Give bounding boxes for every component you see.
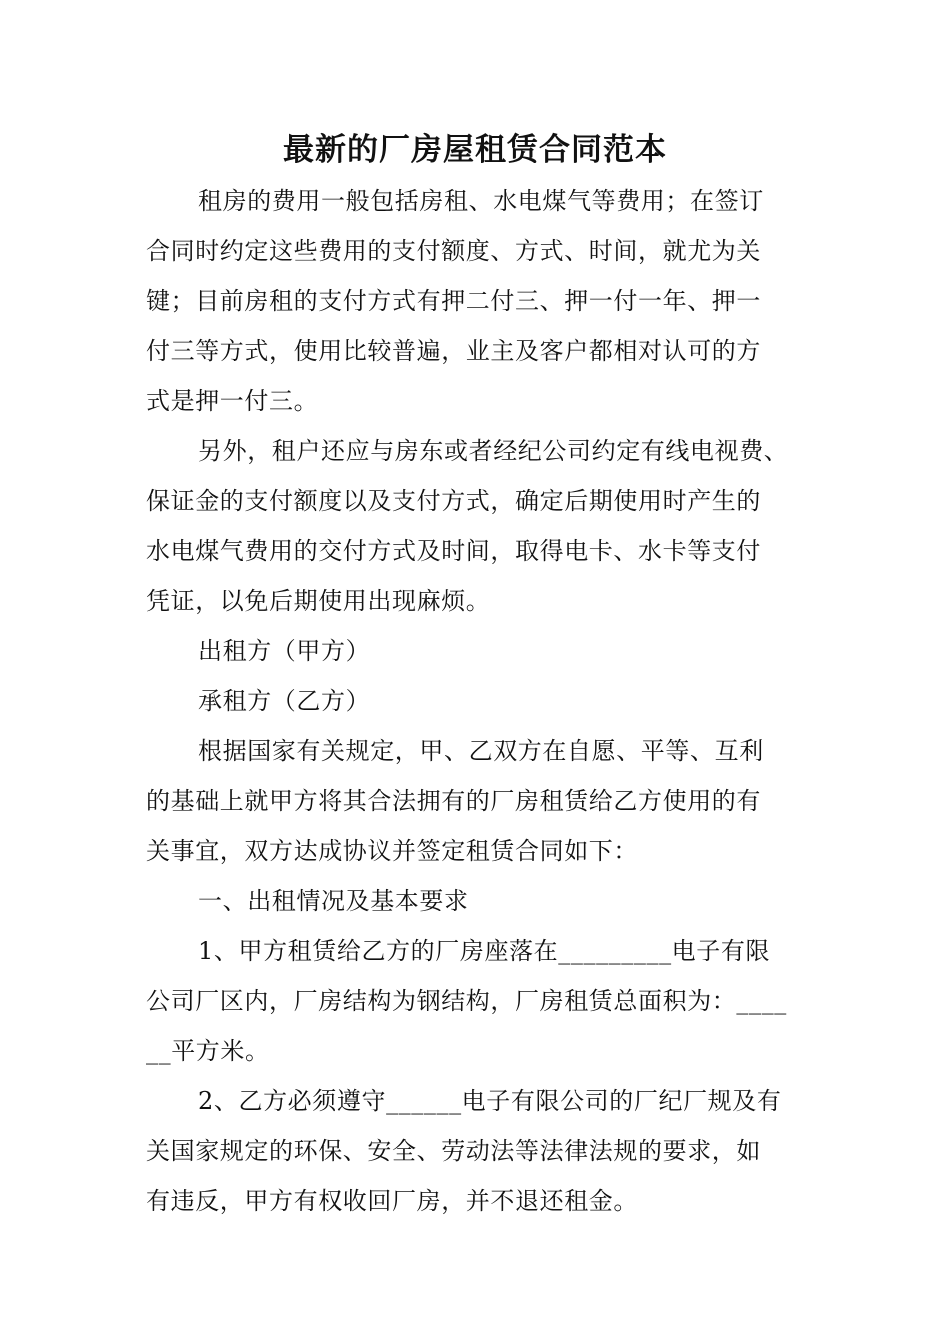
text-line: 式是押一付三。 bbox=[146, 387, 319, 415]
text-line: 租房的费用一般包括房租、水电煤气等费用；在签订 bbox=[198, 187, 764, 215]
document-body bbox=[146, 176, 826, 1226]
text-line: 公司厂区内，厂房结构为钢结构，厂房租赁总面积为：____ bbox=[146, 987, 787, 1015]
text-line: __平方米。 bbox=[146, 1037, 270, 1065]
text-line: 2、乙方必须遵守______电子有限公司的厂纪厂规及有 bbox=[198, 1087, 782, 1115]
party-lessor bbox=[146, 626, 826, 676]
text-line: 付三等方式，使用比较普遍，业主及客户都相对认可的方 bbox=[146, 337, 761, 365]
text-line: 1、甲方租赁给乙方的厂房座落在_________电子有限 bbox=[198, 937, 771, 965]
clause-1 bbox=[146, 926, 826, 1076]
text-line: 的基础上就甲方将其合法拥有的厂房租赁给乙方使用的有 bbox=[146, 787, 761, 815]
text-line: 水电煤气费用的交付方式及时间，取得电卡、水卡等支付 bbox=[146, 537, 761, 565]
text-line: 另外，租户还应与房东或者经纪公司约定有线电视费、 bbox=[198, 437, 789, 465]
text-line: 键；目前房租的支付方式有押二付三、押一付一年、押一 bbox=[146, 287, 761, 315]
paragraph-rent-fees bbox=[146, 176, 826, 426]
clause-2 bbox=[146, 1076, 826, 1226]
text-line: 凭证，以免后期使用出现麻烦。 bbox=[146, 587, 491, 615]
text-line: 一、出租情况及基本要求 bbox=[198, 887, 469, 915]
text-line: 关国家规定的环保、安全、劳动法等法律法规的要求，如 bbox=[146, 1137, 761, 1165]
text-line: 承租方（乙方） bbox=[198, 687, 371, 715]
party-lessee bbox=[146, 676, 826, 726]
document-title: 最新的厂房屋租赁合同范本 bbox=[283, 132, 667, 168]
text-line: 保证金的支付额度以及支付方式，确定后期使用时产生的 bbox=[146, 487, 761, 515]
text-line: 关事宜，双方达成协议并签定租赁合同如下： bbox=[146, 837, 638, 865]
text-line: 根据国家有关规定，甲、乙双方在自愿、平等、互利 bbox=[198, 737, 764, 765]
text-line: 出租方（甲方） bbox=[198, 637, 371, 665]
paragraph-additional-fees bbox=[146, 426, 826, 626]
paragraph-agreement-basis bbox=[146, 726, 826, 876]
text-line: 合同时约定这些费用的支付额度、方式、时间，就尤为关 bbox=[146, 237, 761, 265]
section-heading-rental-terms bbox=[146, 876, 826, 926]
text-line: 有违反，甲方有权收回厂房，并不退还租金。 bbox=[146, 1187, 638, 1215]
